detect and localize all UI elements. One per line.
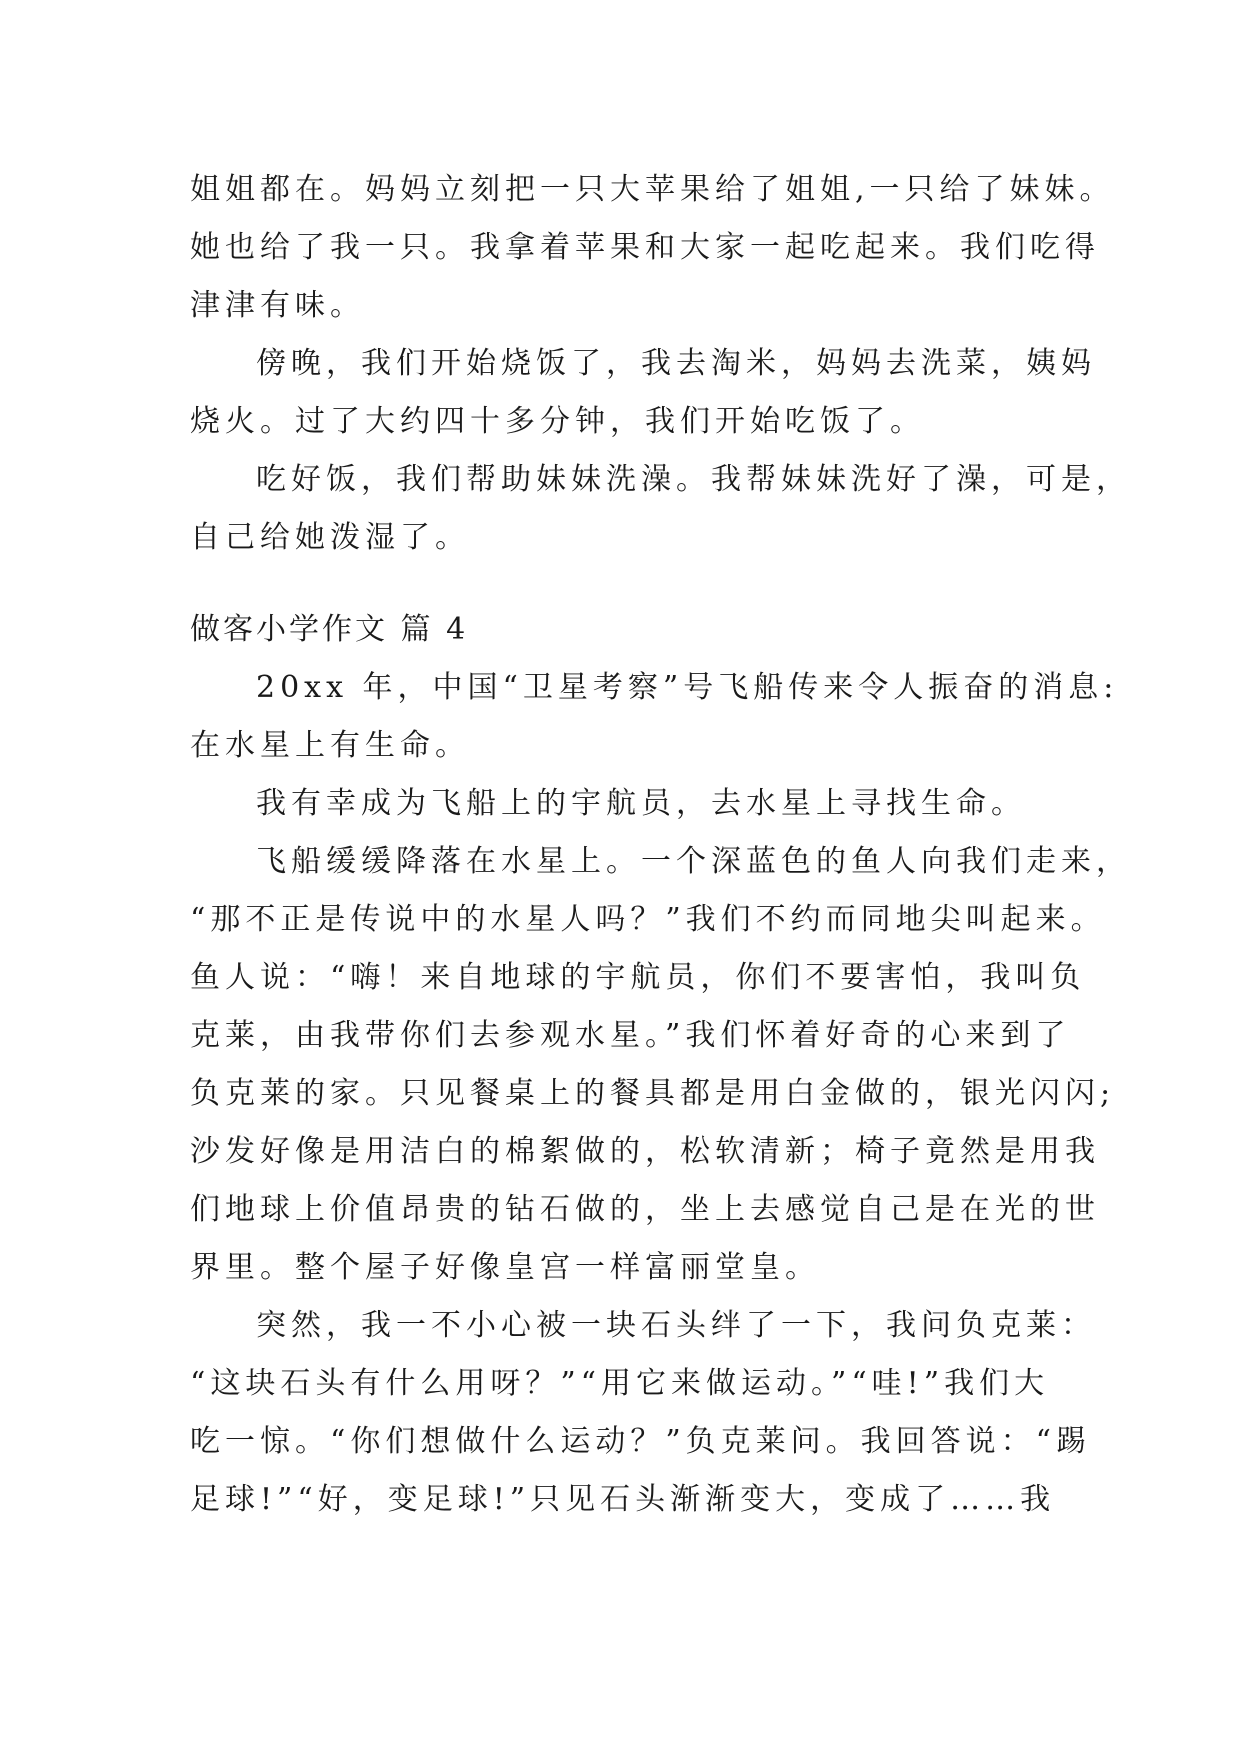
paragraph-line: 飞船缓缓降落在水星上。一个深蓝色的鱼人向我们走来， bbox=[256, 844, 1131, 879]
paragraph-line: “那不正是传说中的水星人吗？”我们不约而同地尖叫起来。 bbox=[190, 902, 1106, 937]
paragraph-line: 她也给了我一只。我拿着苹果和大家一起吃起来。我们吃得 bbox=[190, 230, 1100, 265]
essay-text-continued bbox=[190, 161, 1131, 567]
paragraph-line: 吃一惊。“你们想做什么运动？”负克莱问。我回答说：“踢 bbox=[190, 1424, 1092, 1459]
essay-text-section-4 bbox=[190, 659, 1131, 1529]
paragraph-line: 自己给她泼湿了。 bbox=[190, 520, 470, 555]
paragraph-line: 鱼人说：“嗨！来自地球的宇航员，你们不要害怕，我叫负 bbox=[190, 960, 1086, 995]
paragraph-line: “这块石头有什么用呀？”“用它来做运动。”“哇!”我们大 bbox=[190, 1366, 1050, 1401]
paragraph-line: 津津有味。 bbox=[190, 288, 365, 323]
paragraph-line: 傍晚，我们开始烧饭了，我去淘米，妈妈去洗菜，姨妈 bbox=[256, 346, 1096, 381]
section-heading: 做客小学作文 篇 4 bbox=[190, 612, 469, 647]
paragraph-line: 在水星上有生命。 bbox=[190, 728, 470, 763]
paragraph-line: 我有幸成为飞船上的宇航员，去水星上寻找生命。 bbox=[256, 786, 1026, 821]
paragraph-line: 突然，我一不小心被一块石头绊了一下，我问负克莱： bbox=[256, 1308, 1096, 1343]
paragraph-line: 吃好饭，我们帮助妹妹洗澡。我帮妹妹洗好了澡，可是， bbox=[256, 462, 1131, 497]
paragraph-line: 20xx 年，中国“卫星考察”号飞船传来令人振奋的消息: bbox=[256, 670, 1119, 705]
paragraph-line: 们地球上价值昂贵的钻石做的，坐上去感觉自己是在光的世 bbox=[190, 1192, 1100, 1227]
paragraph-line: 负克莱的家。只见餐桌上的餐具都是用白金做的，银光闪闪; bbox=[190, 1076, 1116, 1111]
paragraph-line: 沙发好像是用洁白的棉絮做的，松软清新；椅子竟然是用我 bbox=[190, 1134, 1100, 1169]
paragraph-line: 足球!”“好，变足球!”只见石头渐渐变大，变成了……我 bbox=[190, 1482, 1056, 1517]
paragraph-line: 界里。整个屋子好像皇宫一样富丽堂皇。 bbox=[190, 1250, 820, 1285]
paragraph-line: 姐姐都在。妈妈立刻把一只大苹果给了姐姐,一只给了妹妹。 bbox=[190, 172, 1115, 207]
paragraph-line: 克莱，由我带你们去参观水星。”我们怀着好奇的心来到了 bbox=[190, 1018, 1071, 1053]
paragraph-line: 烧火。过了大约四十多分钟，我们开始吃饭了。 bbox=[190, 404, 925, 439]
